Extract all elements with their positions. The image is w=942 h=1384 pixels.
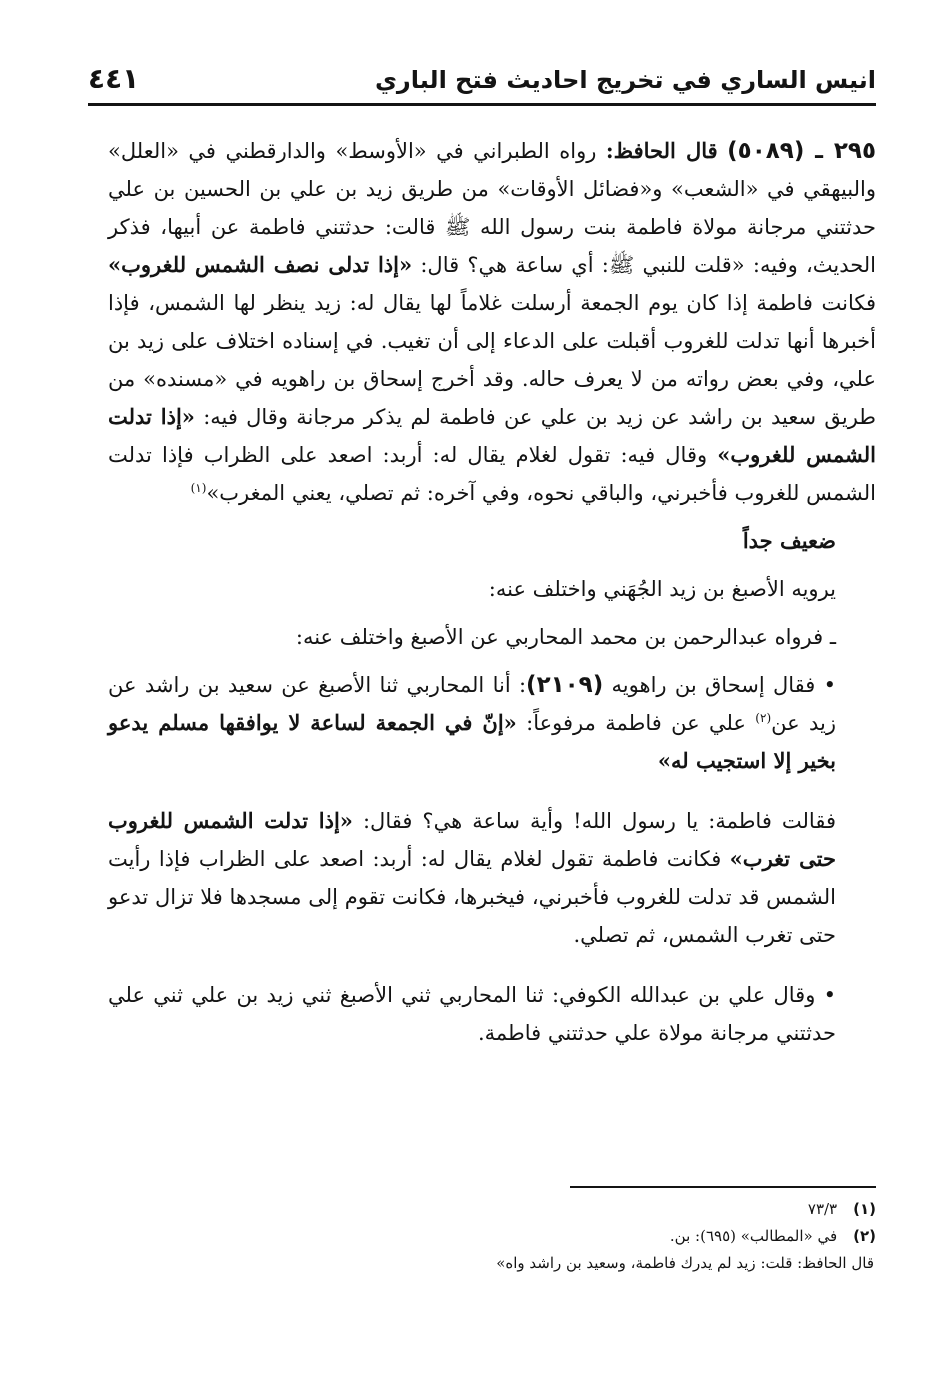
para3-text-b: : أنا المحاربي ثنا الأصبغ عن سعيد بن راشد عن زيد عن [108,673,836,735]
footnote-2 [300,1223,876,1250]
para3-ref-number: (٢١٠٩) [526,672,604,698]
hadith-speaker: قال الحافظ: [605,138,718,163]
page-number: ٤٤١ [88,62,140,95]
grade-heading: ضعيف جداً [742,528,836,553]
page-body [108,132,876,1052]
footnote-2-mark: (٢) [853,1227,876,1245]
paragraph-3 [108,666,876,780]
paragraph-1: يرويه الأصبغ بن زيد الجُهَني واختلف عنه: [488,577,836,601]
para3-bold: «إنّ في الجمعة لساعة لا يوافقها مسلم يدعو بخير إلا استجيب له» [108,710,836,773]
footnote-1-text: ٧٣/٣ [807,1200,838,1218]
hadith-number: ٢٩٥ ـ (٥٠٨٩) [727,138,876,164]
paragraph-4 [108,802,876,954]
hadith-bold-a: «إذا تدلى نصف الشمس للغروب» [108,252,413,277]
para3-text-a: • فقال إسحاق بن راهويه [611,673,836,697]
footnote-2-continuation: قال الحافظ: قلت: زيد لم يدرك فاطمة، وسعيد بن راشد واه» [496,1254,874,1272]
hadith-bold-b: «إذا تدلت الشمس للغروب» [108,404,876,467]
footnote-1 [300,1196,876,1223]
paragraph-2: ـ فرواه عبدالرحمن بن محمد المحاربي عن الأصبغ واختلف عنه: [295,625,836,649]
footnote-1-mark: (١) [853,1200,876,1218]
para3-text-c: علي عن فاطمة مرفوعاً: [526,711,746,735]
footnote-ref-2: (٢) [755,711,772,725]
hadith-entry [108,132,876,512]
footnotes [300,1196,876,1277]
footnote-2-text: في «المطالب» (٦٩٥): بن. [669,1227,838,1245]
page-header [88,60,876,106]
footnote-ref-1: (١) [190,481,207,495]
para4-text-a: فقالت فاطمة: يا رسول الله! وأية ساعة هي؟ فقال: [362,809,836,833]
hadith-text-c: وقال فيه: تقول لغلام يقال له: أربد: اصعد على الظراب فإذا تدلت الشمس للغروب فأخبرني، والباقي نحوه، وفي آخره: ثم تصلي، يعني المغرب» [108,443,876,505]
footnote-rule [570,1186,876,1188]
para4-bold: «إذا تدلت الشمس للغروب حتى تغرب» [108,808,836,871]
running-title: انيس الساري في تخريج احاديث فتح الباري [374,66,876,94]
para4-text-b: فكانت فاطمة تقول لغلام يقال له: أربد: اصعد على الظراب فإذا رأيت الشمس قد تدلت للغروب فأخبرني، فيخبرها، فكانت تقوم إلى مسجدها فلا تزال تدعو حتى تغرب الشمس، ثم تصلي. [108,847,836,947]
header-rule [88,103,876,106]
hadith-text-a: رواه الطبراني في «الأوسط» والدارقطني في «العلل» والبيهقي في «الشعب» و«فضائل الأوقات» من طريق زيد بن علي بن الحسين بن علي حدثتني مرجانة مولاة فاطمة بنت رسول الله ﷺ قالت: حدثتني فاطمة عن أبيها، فذكر الحديث، وفيه: «قلت للنبي ﷺ: أي ساعة هي؟ قال: [108,139,877,277]
hadith-text-b: فكانت فاطمة إذا كان يوم الجمعة أرسلت غلاماً لها يقال له: زيد ينظر لها الشمس، فإذا أخبرها أنها تدلت للغروب أقبلت على الدعاء إلى أن تغيب. في إسناده اختلاف على زيد بن علي، وفي بعض رواته من لا يعرف حاله. وقد أخرج إسحاق بن راهويه في «مسنده» من طريق سعيد بن راشد عن زيد بن علي عن فاطمة لم يذكر مرجانة وقال فيه: [108,291,876,429]
paragraph-5: • وقال علي بن عبدالله الكوفي: ثنا المحاربي ثني الأصبغ ثني زيد بن علي ثني علي حدثتني مرجانة مولاة علي حدثتني فاطمة. [108,983,836,1045]
